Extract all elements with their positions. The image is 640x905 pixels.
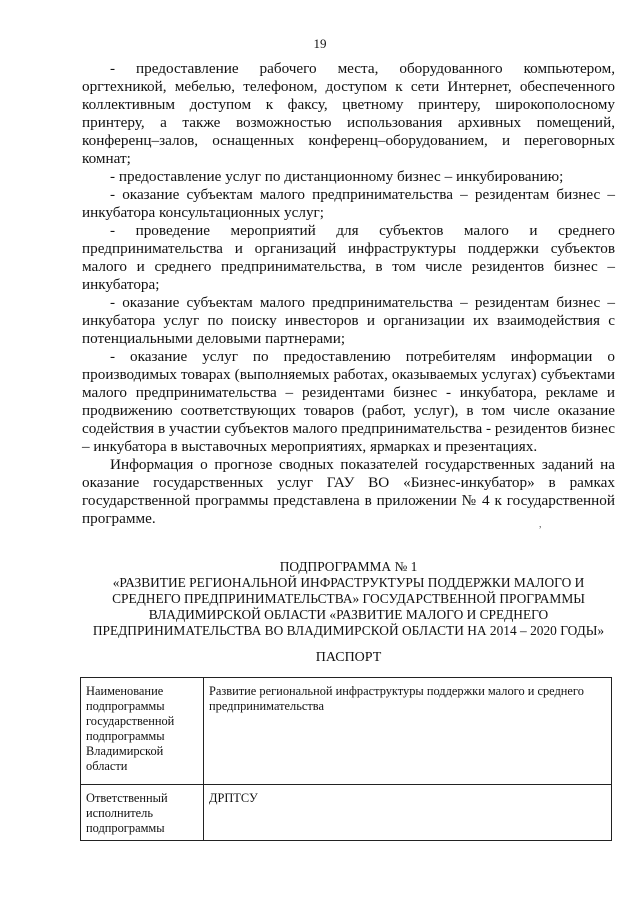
table-row (81, 785, 612, 841)
page-number: 19 (313, 36, 327, 51)
passport-table (80, 677, 612, 841)
body-text (82, 60, 615, 528)
passport-value-name: Развитие региональной инфраструктуры поддержки малого и среднего предпринимательства (204, 678, 612, 785)
paragraph-remote-incubation: - предоставление услуг по дистанционному бизнес – инкубированию; (110, 168, 564, 185)
paragraph-consulting: - оказание субъектам малого предпринимательства – резидентам бизнес – инкубатора консультационных услуг; (82, 186, 615, 221)
paragraph-events: - проведение мероприятий для субъектов малого и среднего предпринимательства и организаций инфраструктуры поддержки субъектов малого и среднего предпринимательства, в том числе резидентов бизнес – инкубатора; (82, 222, 615, 293)
passport-value-executor: ДРПТСУ (204, 785, 612, 841)
paragraph-promotion: - оказание услуг по предоставлению потребителям информации о производимых товарах (выполняемых работах, оказываемых услугах) субъектами малого предпринимательства – резидентами бизнес - инкубатора, рекламе и продвижению соответствующих товаров (работ, услуг), в том числе оказание содействия в участии субъектов малого предпринимательства - резидентов бизнес – инкубатора в выставочных мероприятиях, ярмарках и презентациях. (82, 348, 615, 455)
paragraph-investors: - оказание субъектам малого предпринимательства – резидентам бизнес – инкубатора услуг по поиску инвесторов и организации их взаимодействия с потенциальными деловыми партнерами; (82, 294, 615, 347)
paragraph-workplace: - предоставление рабочего места, оборудованного компьютером, оргтехникой, мебелью, телефоном, доступом к сети Интернет, обеспеченного коллективным доступом к факсу, цветному принтеру, широкополосному принтеру, а также возможностью использования архивных помещений, конференц–залов, оснащенных конференц–оборудованием, и переговорных комнат; (82, 60, 615, 167)
passport-label-executor: Ответственный исполнитель подпрограммы (81, 785, 204, 841)
table-row (81, 678, 612, 785)
subprogram-title: ПОДПРОГРАММА № 1 (279, 559, 418, 574)
passport-title: ПАСПОРТ (315, 650, 382, 665)
stray-mark: , (539, 519, 542, 530)
passport-label-name: Наименование подпрограммы государственной подпрограммы Владимирской области (81, 678, 204, 785)
paragraph-info-forecast: Информация о прогнозе сводных показателей государственных заданий на оказание государственных услуг ГАУ ВО «Бизнес-инкубатор» в рамках государственной программы представлена в приложении № 4 к государственной программе. (82, 456, 615, 527)
subprogram-name: «РАЗВИТИЕ РЕГИОНАЛЬНОЙ ИНФРАСТРУКТУРЫ ПОДДЕРЖКИ МАЛОГО И СРЕДНЕГО ПРЕДПРИНИМАТЕЛЬСТВА» ГОСУДАРСТВЕННОЙ ПРОГРАММЫ ВЛАДИМИРСКОЙ ОБЛАСТИ «РАЗВИТИЕ МАЛОГО И СРЕДНЕГО ПРЕДПРИНИМАТЕЛЬСТВА ВО ВЛАДИМИРСКОЙ ОБЛАСТИ НА 2014 – 2020 ГОДЫ» (92, 575, 605, 638)
